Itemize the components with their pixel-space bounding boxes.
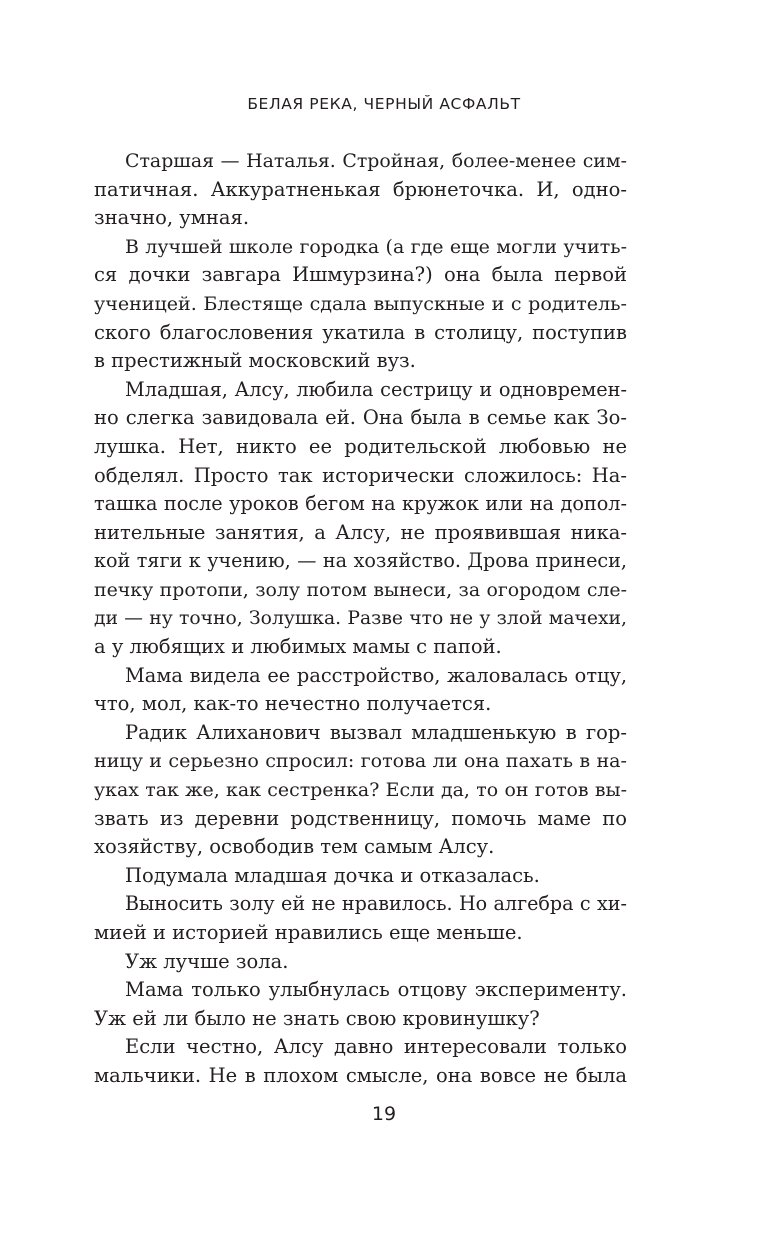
text-line: Радик Алиханович вызвал младшенькую в гор-	[125, 720, 627, 744]
text-line: ницу и серьезно спросил: готова ли она пахать в на-	[94, 750, 627, 773]
text-line: ского благословения укатила в столицу, поступив	[94, 320, 627, 344]
text-line: а у любящих и любимых мамы с папой.	[94, 635, 502, 659]
text-line: ся дочки завгара Ишмурзина?) она была первой	[94, 263, 627, 287]
text-line: что, мол, как-то нечестно получается.	[94, 692, 492, 716]
text-line: ди — ну точно, Золушка. Разве что не у злой мачехи,	[94, 607, 627, 629]
text-line: лушка. Нет, никто ее родительской любовью не	[94, 434, 627, 458]
text-line: хозяйству, освободив тем самым Алсу.	[94, 835, 495, 859]
body-text	[94, 147, 627, 1091]
text-line: печку протопи, золу потом вынеси, за огородом сле-	[94, 578, 627, 601]
text-line: Мама только улыбнулась отцову эксперименту.	[125, 978, 627, 1002]
text-line: Старшая — Наталья. Стройная, более-менее сим-	[125, 150, 627, 172]
text-line: мией и историей нравились еще меньше.	[94, 921, 523, 945]
text-line: Выносить золу ей не нравилось. Но алгебра с хи-	[125, 892, 627, 916]
text-line: ученицей. Блестяще сдала выпускные и с родитель-	[94, 292, 627, 315]
text-line: ташка после уроков бегом на кружок или на допол-	[94, 492, 627, 516]
text-line: нительные занятия, а Алсу, не проявившая ника-	[94, 520, 627, 544]
text-line: В лучшей школе городка (а где еще могли учить-	[125, 235, 627, 258]
text-line: Мама видела ее расстройство, жаловалась отцу,	[125, 663, 627, 687]
running-header: БЕЛАЯ РЕКА, ЧЕРНЫЙ АСФАЛЬТ	[247, 95, 521, 113]
text-line: патичная. Аккуратненькая брюнеточка. И, одно-	[94, 177, 627, 201]
text-line: но слегка завидовала ей. Она была в семье как Зо-	[94, 406, 627, 430]
text-line: обделял. Просто так исторически сложилось: На-	[94, 463, 627, 487]
text-line: Уж ей ли было не знать свою кровинушку?	[94, 1006, 540, 1030]
page-number: 19	[371, 1103, 397, 1125]
text-line: кой тяги к учению, — на хозяйство. Дрова принеси,	[94, 549, 627, 573]
text-line: Уж лучше зола.	[125, 949, 289, 973]
text-line: звать из деревни родственницу, помочь маме по	[94, 806, 627, 830]
text-line: в престижный московский вуз.	[94, 349, 416, 373]
text-line: значно, умная.	[94, 206, 250, 230]
text-line: Младшая, Алсу, любила сестрицу и одновремен-	[125, 377, 627, 401]
text-line: мальчики. Не в плохом смысле, она вовсе не была	[94, 1064, 627, 1087]
text-line: Если честно, Алсу давно интересовали только	[125, 1035, 627, 1059]
text-line: Подумала младшая дочка и отказалась.	[125, 863, 540, 887]
text-line: уках так же, как сестренка? Если да, то он готов вы-	[94, 779, 627, 802]
